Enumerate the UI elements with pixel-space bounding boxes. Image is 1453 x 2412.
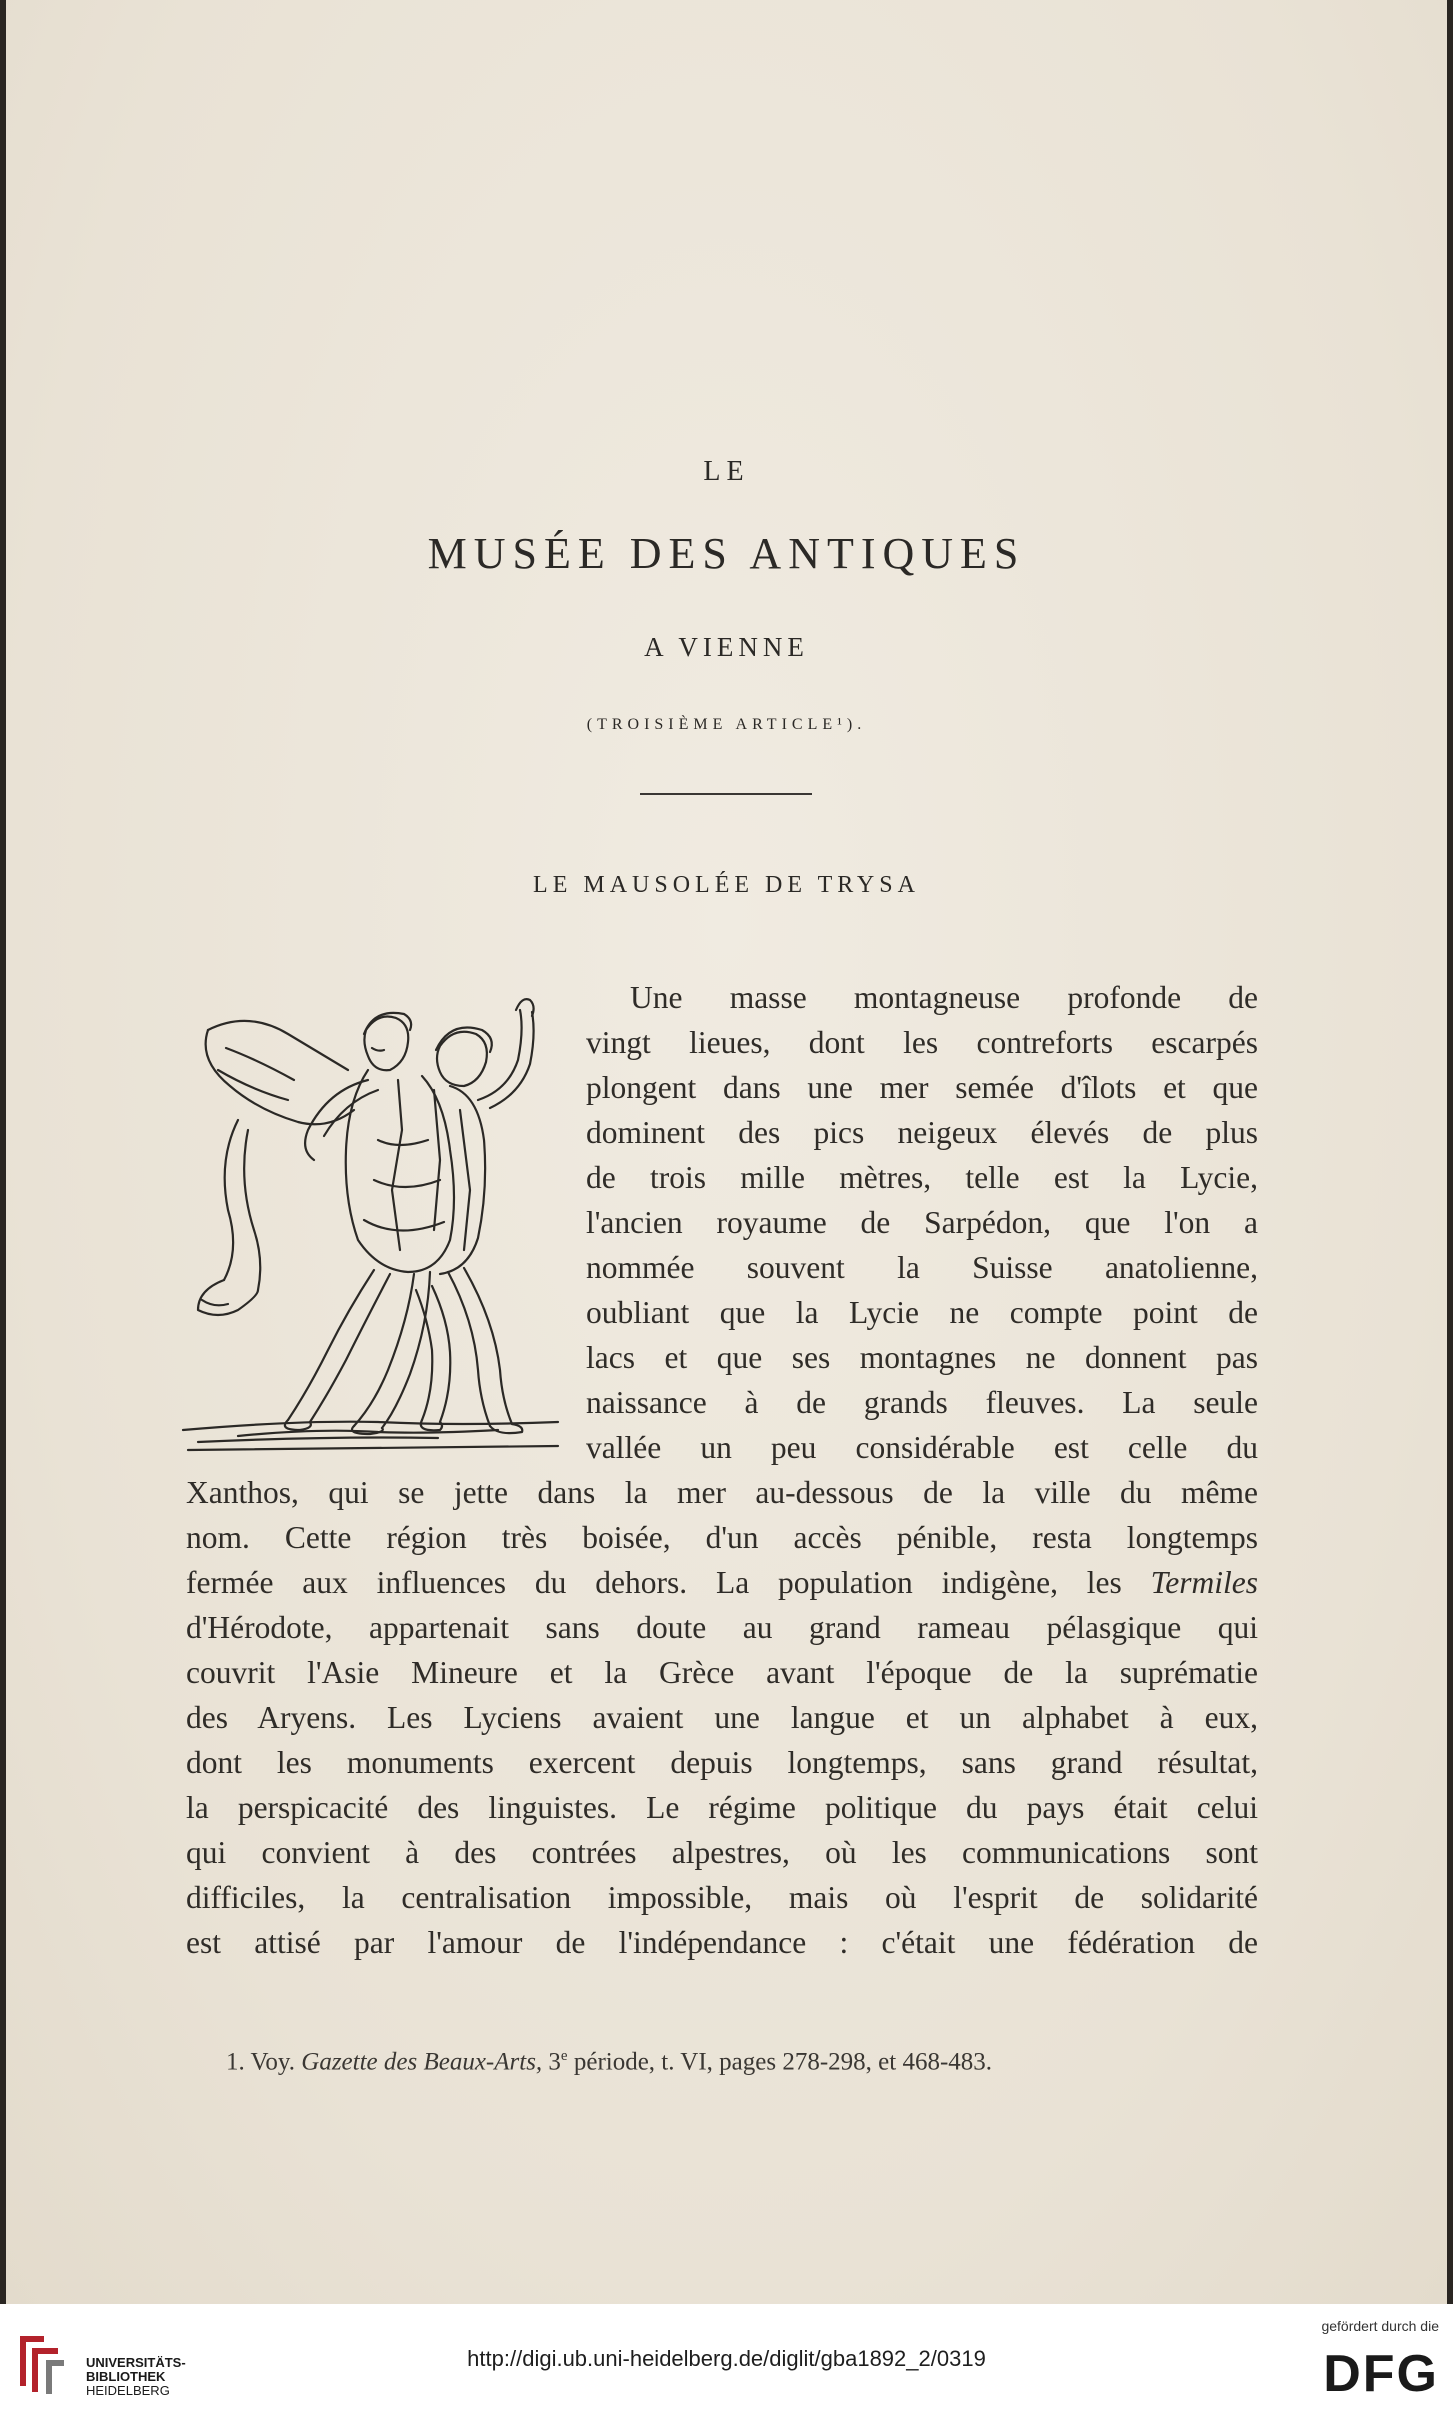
- body-line: des Aryens. Les Lyciens avaient une langue et un alphabet à eux,: [186, 1700, 1258, 1735]
- body-line: de trois mille mètres, telle est la Lycie,: [586, 1160, 1258, 1195]
- body-line: plongent dans une mer semée d'îlots et que: [586, 1070, 1258, 1105]
- footnote-prefix: . Voy.: [238, 2048, 302, 2076]
- library-name-line: BIBLIOTHEK: [86, 2369, 166, 2384]
- page-title: MUSÉE DES ANTIQUES: [427, 529, 1026, 578]
- body-line: dominent des pics neigeux élevés de plus: [586, 1115, 1258, 1150]
- title-divider: [640, 793, 812, 795]
- document-page: [6, 0, 1447, 2304]
- body-line: est attisé par l'amour de l'indépendance : c'était une fédération de: [186, 1925, 1258, 1960]
- footnote-period-suffix: e: [560, 2048, 568, 2064]
- body-line: nom. Cette région très boisée, d'un accès pénible, resta longtemps: [186, 1520, 1258, 1555]
- body-line: naissance à de grands fleuves. La seule: [586, 1385, 1258, 1420]
- library-name-line: UNIVERSITÄTS-: [86, 2355, 186, 2370]
- footnote-period-number: 3: [542, 2048, 561, 2076]
- footnote-number: 1: [226, 2048, 239, 2076]
- body-line: qui convient à des contrées alpestres, où les communications sont: [186, 1835, 1258, 1870]
- body-line: couvrit l'Asie Mineure et la Grèce avant l'époque de la suprématie: [186, 1655, 1258, 1690]
- funding-caption: gefördert durch die: [1321, 2318, 1439, 2334]
- body-line: nommée souvent la Suisse anatolienne,: [586, 1250, 1258, 1285]
- footnote-journal: Gazette des Beaux-Arts,: [301, 2048, 543, 2076]
- library-name-line: HEIDELBERG: [86, 2383, 170, 2398]
- body-line: oubliant que la Lycie ne compte point de: [586, 1295, 1258, 1330]
- title-subtitle: A VIENNE: [644, 632, 809, 662]
- body-line: difficiles, la centralisation impossible, mais où l'esprit de solidarité: [186, 1880, 1258, 1915]
- body-line: dont les monuments exercent depuis longtemps, sans grand résultat,: [186, 1745, 1258, 1780]
- body-line-text: fermée aux influences du dehors. La population indigène, les: [186, 1565, 1122, 1600]
- document-url-link[interactable]: http://digi.ub.uni-heidelberg.de/diglit/gba1892_2/0319: [467, 2346, 986, 2371]
- italic-term: Termiles: [1150, 1565, 1259, 1600]
- relief-figures-illustration-icon: [178, 990, 578, 1460]
- body-line: Xanthos, qui se jette dans la mer au-dessous de la ville du même: [186, 1475, 1258, 1510]
- body-line: lacs et que ses montagnes ne donnent pas: [586, 1340, 1258, 1375]
- footnote-rest: période, t. VI, pages 278-298, et 468-483.: [567, 2048, 993, 2076]
- body-line-with-italic: [186, 1565, 1258, 1610]
- body-line: d'Hérodote, appartenait sans doute au grand rameau pélasgique qui: [186, 1610, 1258, 1645]
- footnote: [226, 2048, 1226, 2076]
- body-line: la perspicacité des linguistes. Le régime politique du pays était celui: [186, 1790, 1258, 1825]
- body-line: vingt lieues, dont les contreforts escarpés: [586, 1025, 1258, 1060]
- body-line: Une masse montagneuse profonde de: [630, 980, 1258, 1015]
- body-line: vallée un peu considérable est celle du: [586, 1430, 1258, 1465]
- title-le: LE: [703, 456, 750, 487]
- article-label: (TROISIÈME ARTICLE¹).: [586, 716, 867, 733]
- footer-bar: [0, 2304, 1453, 2412]
- section-title: LE MAUSOLÉE DE TRYSA: [533, 872, 920, 898]
- dfg-logo[interactable]: DFG: [1323, 2345, 1439, 2403]
- body-line: l'ancien royaume de Sarpédon, que l'on a: [586, 1205, 1258, 1240]
